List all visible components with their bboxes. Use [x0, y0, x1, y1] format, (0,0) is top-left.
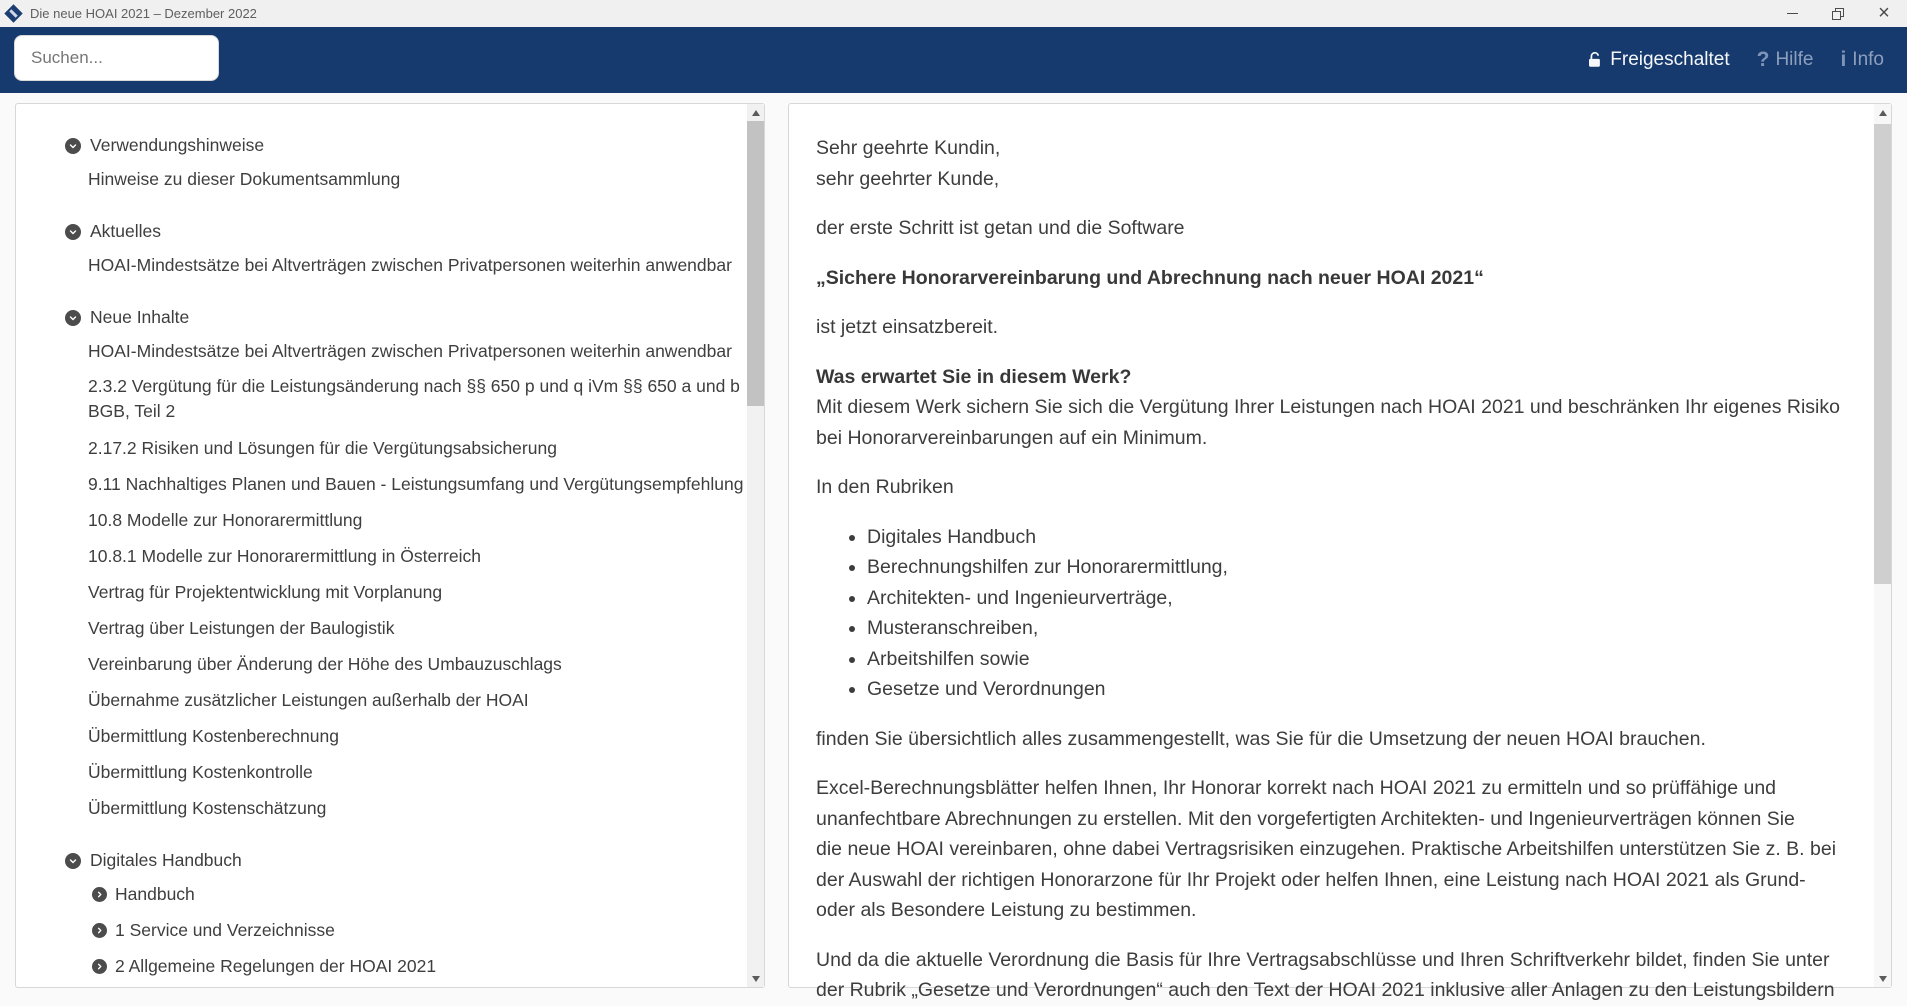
content-panel — [788, 103, 1892, 1001]
arrow-up-icon — [1879, 110, 1887, 116]
scroll-up-button[interactable] — [1874, 104, 1891, 121]
tree-child-item-21[interactable] — [16, 948, 764, 984]
tree-item-label: Vertrag für Projektentwicklung mit Vorplanung — [88, 581, 443, 602]
bullet-item: • Digitales Handbuch — [867, 522, 1851, 553]
content-paragraph-4 — [816, 362, 1851, 454]
tree-section-label: Aktuelles — [90, 221, 162, 241]
tree-item-label: 2 Allgemeine Regelungen der HOAI 2021 — [115, 955, 437, 976]
tree-item-label: 9.11 Nachhaltiges Planen und Bauen - Leistungsumfang und Vergütungsempfehlung — [88, 473, 744, 494]
content-line: In den Rubriken — [816, 476, 954, 498]
tree-section-18[interactable] — [16, 845, 764, 876]
unlock-icon — [1586, 51, 1604, 69]
help-icon: ? — [1756, 48, 1770, 71]
minimize-button[interactable] — [1769, 0, 1815, 27]
content-line: unanfechtbare Abrechnungen zu erstellen. Mit den vorgefertigten Architekten- und Ingenieurverträgen können Sie — [816, 807, 1795, 830]
content-paragraph-1 — [816, 213, 1851, 244]
tree-section-label: Digitales Handbuch — [90, 850, 242, 870]
content-line: „Sichere Honorarvereinbarung und Abrechnung nach neuer HOAI 2021“ — [816, 266, 1484, 289]
content-line: sehr geehrter Kunde, — [816, 167, 1000, 190]
chevron-right-circle-icon[interactable] — [92, 923, 107, 938]
tree-item-label: 1 Service und Verzeichnisse — [115, 919, 335, 940]
tree-item-label: Hinweise zu dieser Dokumentsammlung — [88, 168, 401, 189]
window-controls — [1769, 0, 1907, 27]
chevron-down-circle-icon[interactable] — [65, 853, 81, 869]
content-scrollbar[interactable] — [1874, 104, 1891, 987]
scroll-up-button[interactable] — [747, 104, 764, 121]
tree-item-3[interactable] — [16, 247, 764, 283]
tree-item-label: 2.17.2 Risiken und Lösungen für die Vergütungsabsicherung — [88, 437, 557, 458]
tree-item-16[interactable] — [16, 754, 764, 790]
content-paragraph-9 — [816, 945, 1851, 1006]
content-line: Excel-Berechnungsblätter helfen Ihnen, Ihr Honorar korrekt nach HOAI 2021 zu ermitteln und so prüffähige und — [816, 777, 1777, 799]
tree-section-0[interactable] — [16, 130, 764, 161]
bullet-item: • Architekten- und Ingenieurverträge, — [867, 583, 1851, 614]
chevron-down-circle-icon[interactable] — [65, 224, 81, 240]
tree-section-label: Verwendungshinweise — [90, 135, 265, 155]
tree-item-label: BGB, Teil 2 — [88, 401, 176, 421]
tree-item-5[interactable] — [16, 333, 764, 369]
tree-item-12[interactable] — [16, 610, 764, 646]
info-label: Info — [1852, 49, 1884, 70]
close-button[interactable] — [1861, 0, 1907, 27]
tree-child-item-20[interactable] — [16, 912, 764, 948]
help-button[interactable] — [1757, 48, 1814, 72]
content-line: bei Honorarvereinbarungen auf ein Minimum. — [816, 426, 1208, 449]
window-title: Die neue HOAI 2021 – Dezember 2022 — [30, 6, 257, 21]
tree-item-label: 10.8.1 Modelle zur Honorarermittlung in Österreich — [88, 545, 481, 566]
tree-section-label: Neue Inhalte — [90, 307, 190, 327]
content-paragraph-7 — [816, 724, 1851, 755]
restore-icon — [1832, 8, 1844, 20]
scroll-down-button[interactable] — [1874, 970, 1891, 987]
tree-item-10[interactable] — [16, 538, 764, 574]
tree-child-item-19[interactable] — [16, 876, 764, 912]
search-input[interactable] — [14, 35, 219, 81]
tree-item-label: HOAI-Mindestsätze bei Altverträgen zwischen Privatpersonen weiterhin anwendbar — [88, 254, 732, 275]
bullet-item: • Arbeitshilfen sowie — [867, 644, 1851, 675]
content-line: oder als Besondere Leistung zu bestimmen. — [816, 899, 1197, 921]
app-logo-icon — [4, 4, 22, 22]
license-label: Freigeschaltet — [1610, 49, 1730, 70]
arrow-down-icon — [1879, 976, 1887, 982]
bullet-item: • Gesetze und Verordnungen — [867, 674, 1851, 705]
tree-item-17[interactable] — [16, 790, 764, 826]
tree-item-label: Vertrag über Leistungen der Baulogistik — [88, 617, 395, 638]
tree-item-label: 2.3.2 Vergütung für die Leistungsänderung nach §§ 650 p und q iVm §§ 650 a und b — [88, 376, 740, 396]
navigation-tree — [16, 104, 764, 984]
content-scrollbar-thumb[interactable] — [1874, 124, 1891, 584]
tree-item-label: Vereinbarung über Änderung der Höhe des Umbauzuschlags — [88, 653, 562, 674]
arrow-down-icon — [752, 976, 760, 982]
document-body — [789, 104, 1891, 1006]
chevron-down-circle-icon[interactable] — [65, 138, 81, 154]
tree-item-label: HOAI-Mindestsätze bei Altverträgen zwischen Privatpersonen weiterhin anwendbar — [88, 340, 732, 361]
info-icon: i — [1840, 48, 1847, 71]
content-line: Und da die aktuelle Verordnung die Basis für Ihre Vertragsabschlüsse und Ihren Schriftverkehr bildet, finden Sie unter — [816, 948, 1830, 971]
content-paragraph-2 — [816, 263, 1851, 294]
tree-section-2[interactable] — [16, 216, 764, 247]
chevron-down-circle-icon[interactable] — [65, 310, 81, 326]
app-header — [0, 27, 1907, 93]
content-line: die neue HOAI vereinbaren, ohne dabei Vertragsrisiken einzugehen. Praktische Arbeitshilfen unterstützen Sie z. B. bei — [816, 838, 1837, 860]
tree-item-label: Übermittlung Kostenkontrolle — [88, 761, 313, 782]
chevron-right-circle-icon[interactable] — [92, 959, 107, 974]
tree-item-11[interactable] — [16, 574, 764, 610]
tree-item-6[interactable] — [16, 369, 764, 430]
close-icon: × — [1878, 2, 1890, 24]
content-line: der Rubrik „Gesetze und Verordnungen“ auch den Text der HOAI 2021 inklusive aller Anlagen zu den Leistungsbildern — [816, 979, 1835, 1001]
bullet-item: • Musteranschreiben, — [867, 613, 1851, 644]
content-line: Mit diesem Werk sichern Sie sich die Vergütung Ihrer Leistungen nach HOAI 2021 und beschränken Ihr eigenes Risiko — [816, 396, 1840, 418]
content-line: finden Sie übersichtlich alles zusammengestellt, was Sie für die Umsetzung der neuen HOAI brauchen. — [816, 727, 1706, 750]
content-paragraph-5 — [816, 472, 1851, 503]
tree-item-label: Übermittlung Kostenschätzung — [88, 797, 327, 818]
header-actions — [1586, 27, 1884, 93]
arrow-up-icon — [752, 110, 760, 116]
tree-item-13[interactable] — [16, 646, 764, 682]
sidebar-scrollbar-thumb[interactable] — [747, 121, 764, 406]
content-line: der erste Schritt ist getan und die Software — [816, 217, 1185, 239]
tree-item-15[interactable] — [16, 718, 764, 754]
titlebar — [0, 0, 1907, 27]
tree-item-label: 10.8 Modelle zur Honorarermittlung — [88, 509, 363, 530]
scroll-down-button[interactable] — [747, 970, 764, 987]
sidebar-panel — [15, 103, 765, 988]
tree-item-7[interactable] — [16, 430, 764, 466]
content-paragraph-8 — [816, 773, 1851, 926]
content-line: Sehr geehrte Kundin, — [816, 137, 1001, 159]
content-paragraph-0 — [816, 133, 1851, 194]
sidebar-scrollbar[interactable] — [747, 104, 764, 987]
tree-item-label: Übernahme zusätzlicher Leistungen außerhalb der HOAI — [88, 689, 529, 710]
content-line: ist jetzt einsatzbereit. — [816, 316, 999, 338]
chevron-right-circle-icon[interactable] — [92, 887, 107, 902]
info-button[interactable] — [1840, 48, 1884, 72]
tree-item-9[interactable] — [16, 502, 764, 538]
tree-item-label: Handbuch — [115, 883, 195, 904]
help-label: Hilfe — [1775, 49, 1814, 70]
tree-section-4[interactable] — [16, 302, 764, 333]
tree-item-label: Übermittlung Kostenberechnung — [88, 725, 339, 746]
content-heading: Was erwartet Sie in diesem Werk? — [816, 365, 1132, 388]
content-bullet-list — [816, 522, 1851, 705]
license-status-button[interactable] — [1586, 49, 1729, 71]
content-line: der Auswahl der richtigen Honorarzone für Ihr Projekt oder helfen Ihnen, eine Leistung nach HOAI 2021 als Grund- — [816, 868, 1806, 891]
tree-item-8[interactable] — [16, 466, 764, 502]
tree-item-1[interactable] — [16, 161, 764, 197]
content-paragraph-3 — [816, 312, 1851, 343]
restore-button[interactable] — [1815, 0, 1861, 27]
tree-item-14[interactable] — [16, 682, 764, 718]
minimize-icon — [1787, 13, 1798, 14]
bullet-item: • Berechnungshilfen zur Honorarermittlung, — [867, 552, 1851, 583]
